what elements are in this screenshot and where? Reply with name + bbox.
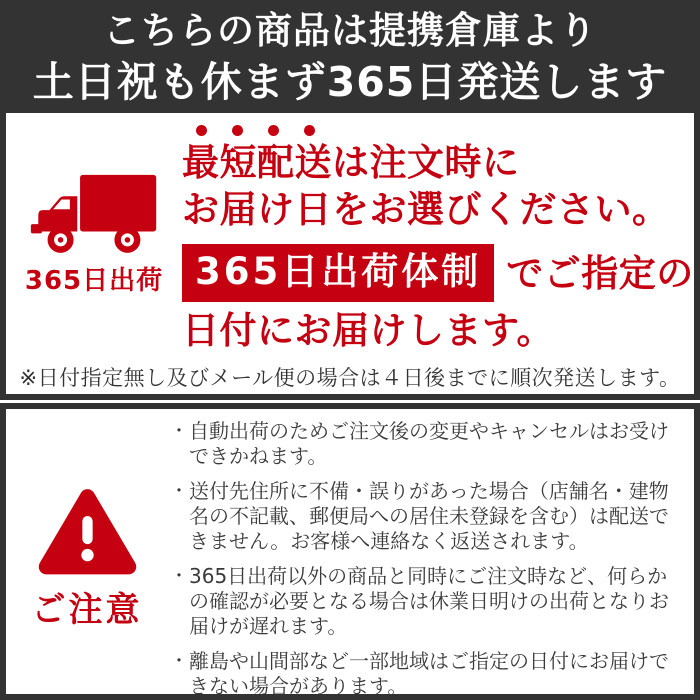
bullet-marker: ・ <box>170 481 188 502</box>
header-banner <box>0 0 700 113</box>
bullet-marker: ・ <box>170 421 188 442</box>
caution-list <box>168 409 694 698</box>
caution-item-text: 離島や山間部など一部地域はご指定の日付にお届けできない場合があります。 <box>189 649 669 698</box>
caution-item <box>168 479 682 554</box>
emphasis-dot <box>268 125 279 136</box>
delivery-badge <box>6 113 182 354</box>
delivery-line-2: お届け日をお選びください。 <box>182 188 670 231</box>
delivery-line-4: 日付にお届けします。 <box>182 309 555 352</box>
caution-item-text: 自動出荷のためご注文後の変更やキャンセルはお受けできかねます。 <box>189 419 669 468</box>
delivery-badge-label: 365日出荷 <box>24 265 164 296</box>
delivery-info-box <box>0 113 700 400</box>
caution-label: ご注意 <box>31 590 143 630</box>
delivery-line-3-rest: でご指定の <box>506 251 694 295</box>
caution-item-text: 送付先住所に不備・誤りがあった場合（店舗名・建物名の不記載、郵便局への居住未登録を含む）は配送できません。お客様へ連絡なく返送されます。 <box>189 479 669 553</box>
caution-item <box>168 564 682 639</box>
caution-badge <box>6 409 168 694</box>
emphasis-dot <box>196 125 207 136</box>
emphasis-dot <box>304 125 315 136</box>
bullet-marker: ・ <box>170 566 188 587</box>
delivery-note: ※日付指定無し及びメール便の場合は４日後までに順次発送します。 <box>19 366 681 390</box>
caution-item-text: 365日出荷以外の商品と同時にご注文時など、何らかの確認が必要となる場合は休業日明けの出荷となりお届けが遅れます。 <box>189 564 669 638</box>
banner-line-2: 土日祝も休まず365日発送します <box>32 58 668 106</box>
warning-triangle-icon <box>36 483 139 575</box>
highlight-badge: 365日出荷体制 <box>182 244 494 302</box>
emphasis-dot <box>232 125 243 136</box>
caution-box <box>0 403 700 700</box>
caution-item <box>168 649 682 699</box>
emphasis-dots <box>196 125 694 136</box>
delivery-message <box>182 113 694 354</box>
delivery-truck-icon <box>29 173 159 257</box>
delivery-line-1: 最短配送は注文時に <box>182 141 520 184</box>
delivery-line-3 <box>182 244 694 302</box>
bullet-marker: ・ <box>170 651 188 672</box>
banner-line-1: こちらの商品は提携倉庫より <box>103 9 597 52</box>
caution-item <box>168 419 682 469</box>
